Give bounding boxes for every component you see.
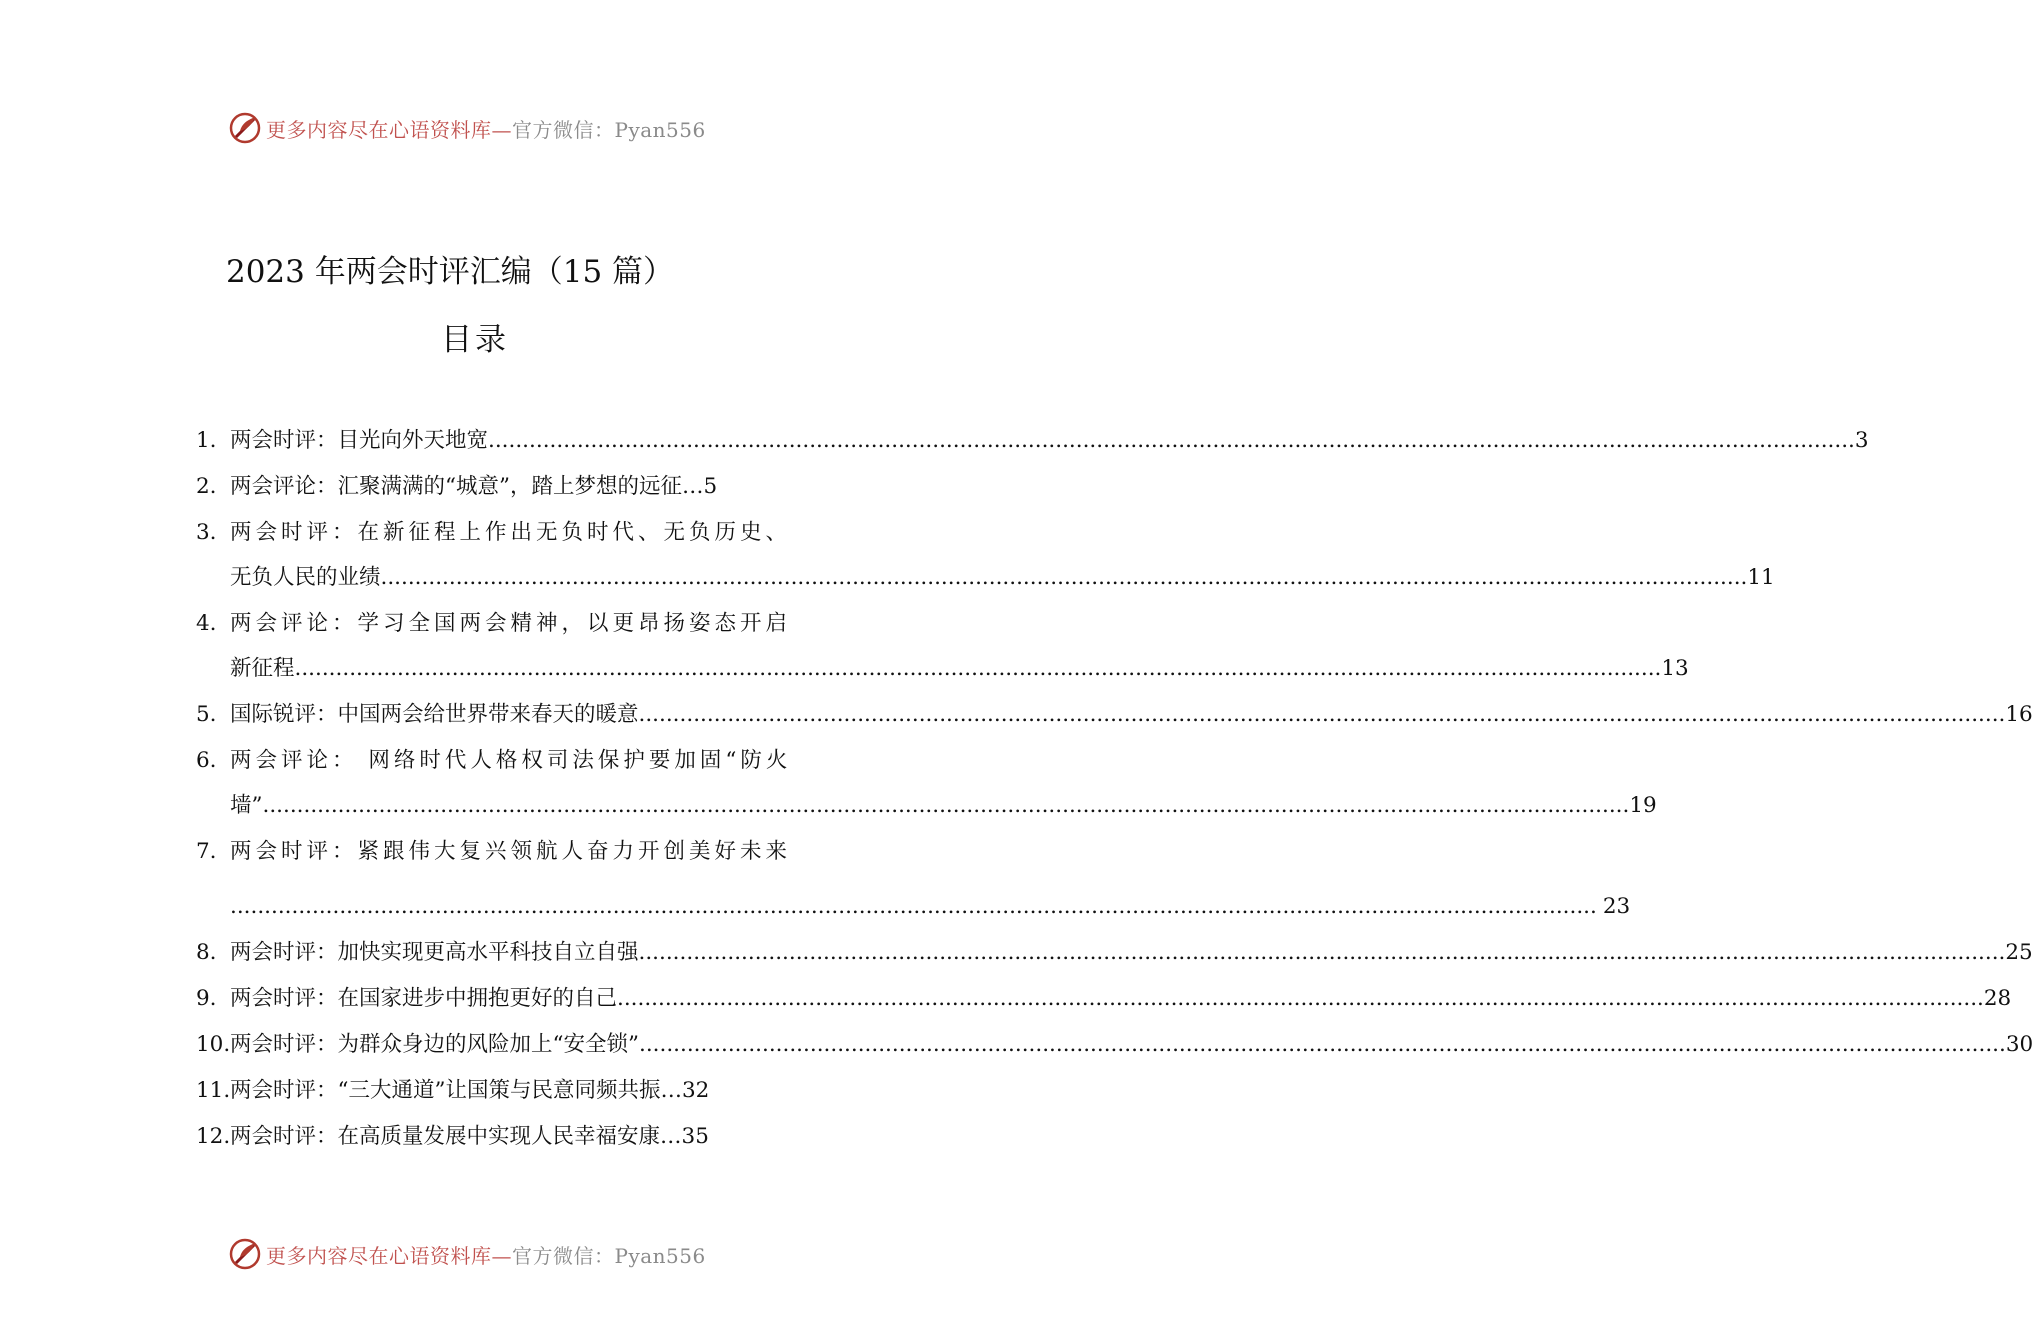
toc-entry[interactable]: 10. 两会时评：为群众身边的风险加上“安全锁” ..... 30 — [196, 1022, 816, 1067]
toc-entry[interactable]: 6. 两会评论： 网络时代人格权司法保护要加固“防火 墙” ..... 19 — [196, 738, 816, 828]
footer-banner — [228, 1234, 706, 1274]
toc-entry[interactable]: 1. 两会时评：目光向外天地宽 ..... 3 — [196, 418, 816, 463]
toc-entry[interactable]: 11. 两会时评：“三大通道”让国策与民意同频共振… 32 — [196, 1078, 710, 1103]
toc-entry[interactable]: 5. 国际锐评：中国两会给世界带来春天的暖意 ..... 16 — [196, 692, 816, 737]
banner-text: 更多内容尽在心语资料库—官方微信：Pyan556 — [266, 117, 706, 142]
toc-entry[interactable]: 8. 两会时评：加快实现更高水平科技自立自强 ..... 25 — [196, 930, 816, 975]
header-banner — [228, 108, 706, 148]
document-title: 2023 年两会时评汇编（15 篇） — [225, 254, 675, 290]
toc-entry[interactable]: 3. 两会时评：在新征程上作出无负时代、无负历史、 无负人民的业绩 ..... 11 — [196, 510, 816, 600]
toc-entry[interactable]: 9. 两会时评：在国家进步中拥抱更好的自己 ..... 28 — [196, 976, 816, 1021]
quill-logo-icon — [228, 111, 262, 145]
toc-entry[interactable]: 4. 两会评论：学习全国两会精神，以更昂扬姿态开启 新征程 ..... 13 — [196, 601, 816, 691]
quill-logo-icon — [228, 1237, 262, 1271]
toc-heading: 目录 — [441, 322, 509, 358]
toc-entry[interactable]: 2. 两会评论：汇聚满满的“城意”，踏上梦想的远征… 5 — [196, 474, 718, 499]
toc-entry[interactable]: 12. 两会时评：在高质量发展中实现人民幸福安康… 35 — [196, 1124, 709, 1149]
toc-entry[interactable]: 7. 两会时评：紧跟伟大复兴领航人奋力开创美好未来 ..... 23 — [196, 829, 816, 929]
banner-text: 更多内容尽在心语资料库—官方微信：Pyan556 — [266, 1243, 706, 1268]
table-of-contents — [196, 418, 2033, 1160]
